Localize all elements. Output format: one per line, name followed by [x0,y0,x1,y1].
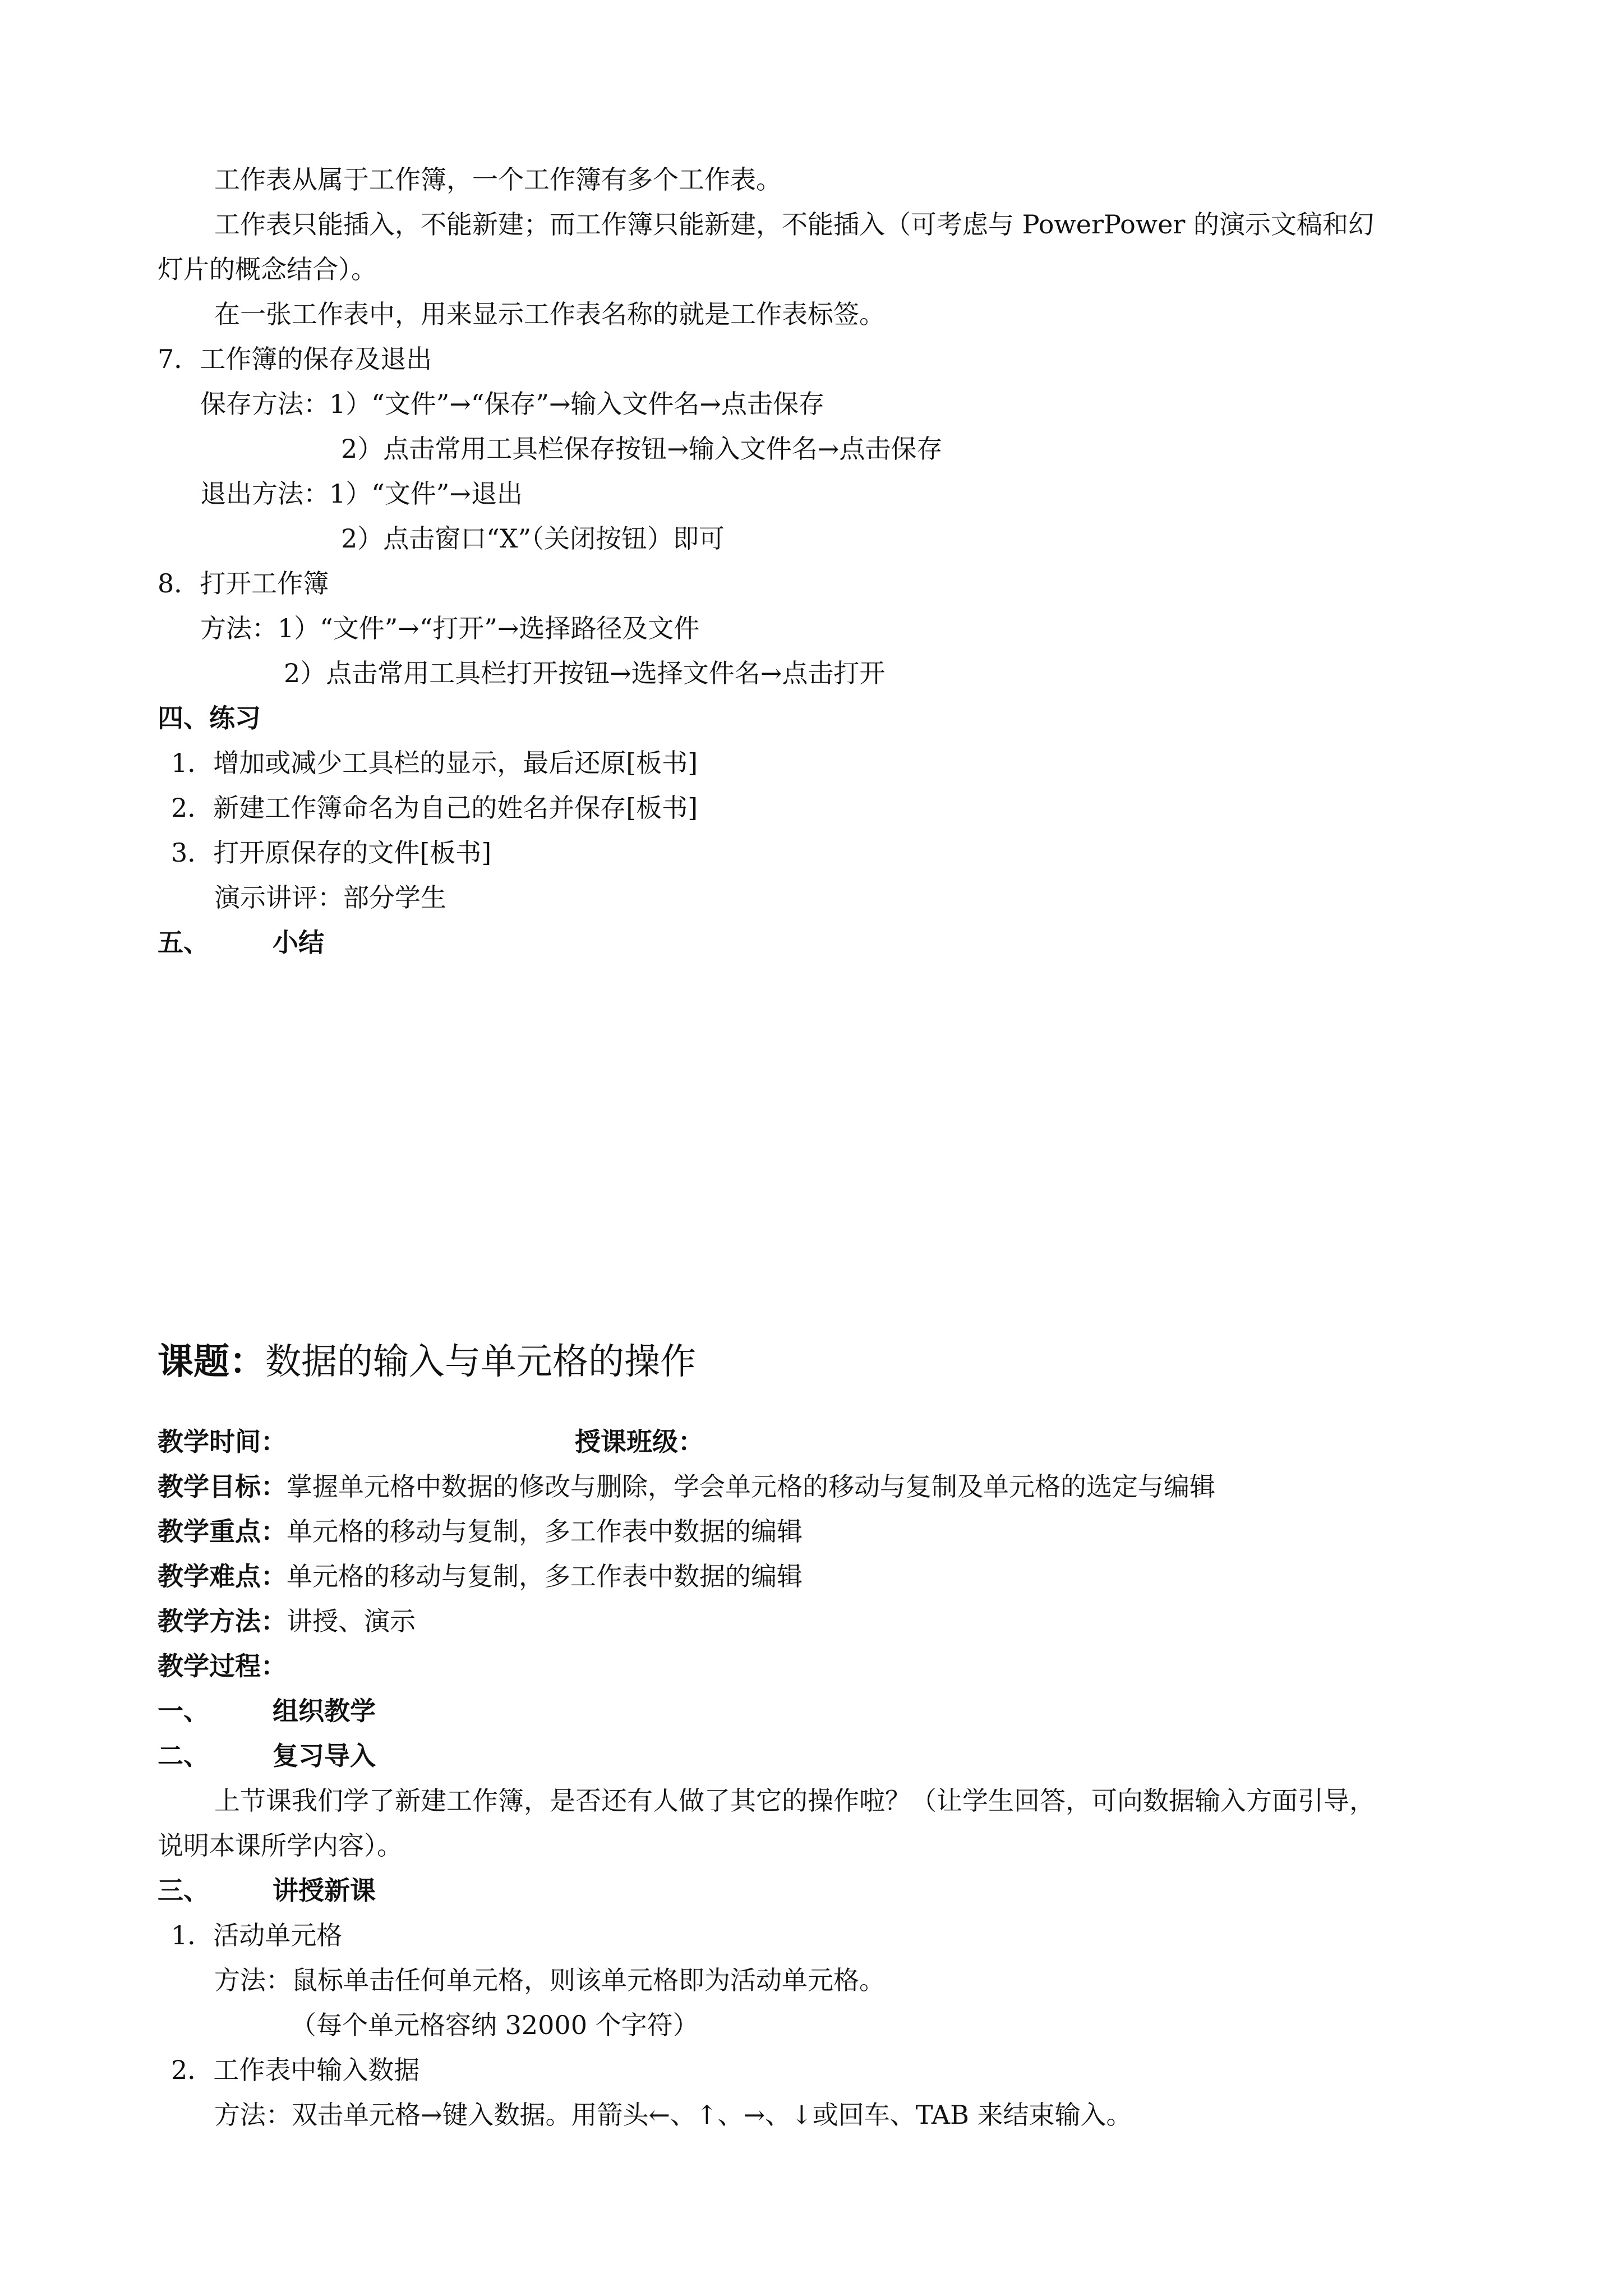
info-line [158,1425,287,1458]
key-text: 单元格的移动与复制，多工作表中数据的编辑 [287,1516,803,1547]
info-line [158,1604,416,1638]
info-line [158,1515,803,1548]
paragraph-line: 方法：鼠标单击任何单元格，则该单元格即为活动单元格。 [214,1965,885,1995]
goal-text: 掌握单元格中数据的修改与删除，学会单元格的移动与复制及单元格的选定与编辑 [287,1471,1215,1502]
difficulty-label: 教学难点： [158,1561,287,1591]
paragraph-line: 灯片的概念结合）。 [158,254,377,284]
section-heading: 8．打开工作簿 [158,568,329,599]
list-item: 方法：1）“文件”→“打开”→选择路径及文件 [200,613,700,643]
info-line [158,1559,803,1593]
list-item: 2）点击常用工具栏打开按钮→选择文件名→点击打开 [284,658,886,688]
info-line [158,1470,1215,1503]
title-label: 课题： [158,1341,265,1383]
paragraph-line: 说明本课所学内容）。 [158,1830,403,1861]
section-heading [158,926,324,959]
heading-number: 一、 [158,1696,209,1726]
paragraph-line: 方法：双击单元格→键入数据。用箭头←、↑、→、↓或回车、TAB 来结束输入。 [214,2100,1132,2130]
list-item: 保存方法：1）“文件”→“保存”→输入文件名→点击保存 [200,389,824,419]
list-item: 2．新建工作簿命名为自己的姓名并保存[板书] [171,793,698,823]
paragraph-line: 工作表只能插入，不能新建；而工作簿只能新建，不能插入（可考虑与 PowerPower 的演示文稿和幻 [214,209,1374,240]
heading-text: 组织教学 [273,1696,376,1726]
paragraph-line: 在一张工作表中，用来显示工作表名称的就是工作表标签。 [214,299,885,329]
list-item: 2）点击窗口“X”（关闭按钮）即可 [341,523,725,554]
list-item: 2．工作表中输入数据 [171,2055,420,2085]
paragraph-line: 上节课我们学了新建工作簿，是否还有人做了其它的操作啦？（让学生回答，可向数据输入方面引导， [214,1786,1375,1816]
list-item: 3．打开原保存的文件[板书] [171,838,492,868]
heading-number: 三、 [158,1875,209,1906]
method-text: 讲授、演示 [287,1606,416,1636]
list-item: 1．增加或减少工具栏的显示，最后还原[板书] [171,748,698,778]
time-label: 教学时间： [158,1427,287,1457]
method-label: 教学方法： [158,1606,287,1636]
paragraph-line: 工作表从属于工作簿，一个工作簿有多个工作表。 [214,164,782,195]
heading-number: 五、 [158,927,209,958]
section-heading [158,1694,376,1728]
section-heading: 7．工作簿的保存及退出 [158,344,432,374]
list-item: 2）点击常用工具栏保存按钮→输入文件名→点击保存 [341,434,943,464]
goal-label: 教学目标： [158,1471,287,1502]
heading-text: 小结 [273,927,324,958]
title-text: 数据的输入与单元格的操作 [265,1341,696,1383]
section-heading [158,1874,376,1907]
heading-text: 复习导入 [273,1741,376,1771]
difficulty-text: 单元格的移动与复制，多工作表中数据的编辑 [287,1561,803,1591]
heading-text: 讲授新课 [273,1875,376,1906]
heading-number: 二、 [158,1741,209,1771]
process-label: 教学过程： [158,1651,287,1681]
list-item: 1．活动单元格 [171,1920,343,1950]
class-label: 授课班级： [575,1427,704,1457]
section-heading [158,1739,376,1773]
info-line [575,1425,704,1458]
note-line: （每个单元格容纳 32000 个字符） [291,2010,699,2040]
paragraph-line: 演示讲评：部分学生 [214,882,446,913]
section-heading: 四、练习 [158,703,261,733]
key-label: 教学重点： [158,1516,287,1547]
page-title [158,1338,696,1386]
list-item: 退出方法：1）“文件”→退出 [200,478,523,509]
